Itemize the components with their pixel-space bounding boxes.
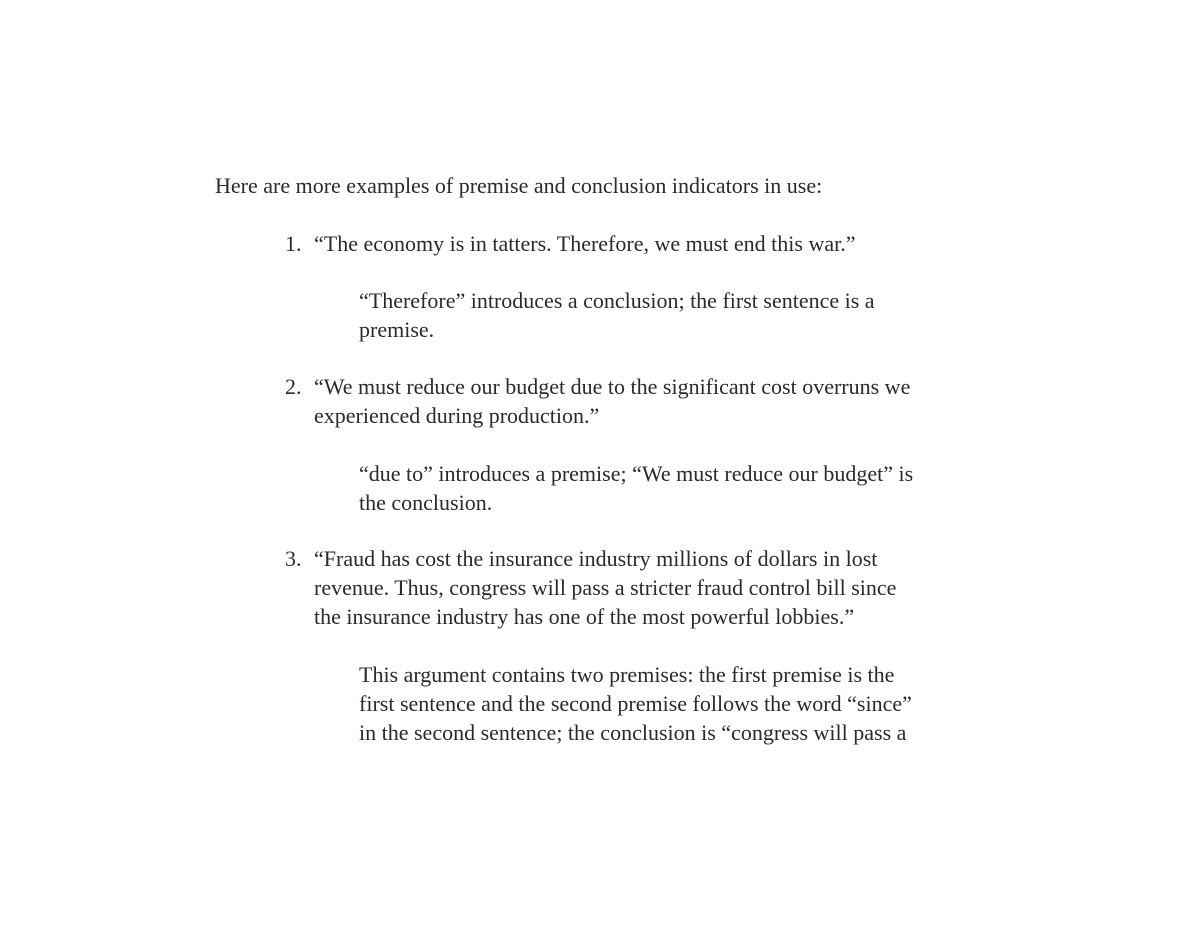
- quote-line: “Fraud has cost the insurance industry millions of dollars in lost: [314, 546, 878, 571]
- quote-line: experienced during production.”: [314, 403, 600, 428]
- explanation-line: “due to” introduces a premise; “We must reduce our budget” is: [359, 461, 914, 486]
- explanation-3: [359, 660, 974, 747]
- list-item-number: 1.: [285, 231, 302, 256]
- list-item-number: 2.: [285, 374, 302, 399]
- explanation-line: first sentence and the second premise follows the word “since”: [359, 691, 912, 716]
- list-item-quote: [314, 544, 974, 631]
- quote-line: “We must reduce our budget due to the significant cost overruns we: [314, 374, 911, 399]
- quote-line: revenue. Thus, congress will pass a stricter fraud control bill since: [314, 575, 897, 600]
- explanation-line: premise.: [359, 317, 435, 342]
- explanation-line: in the second sentence; the conclusion is “congress will pass a: [359, 720, 907, 745]
- explanation-line: This argument contains two premises: the first premise is the: [359, 662, 895, 687]
- explanation-2: [359, 459, 974, 517]
- explanation-1: [359, 286, 974, 344]
- explanation-line: “Therefore” introduces a conclusion; the first sentence is a: [359, 288, 875, 313]
- explanation-line: the conclusion.: [359, 490, 493, 515]
- list-item-quote: [314, 229, 974, 258]
- quote-line: “The economy is in tatters. Therefore, we must end this war.”: [314, 231, 856, 256]
- list-item-number: 3.: [285, 546, 302, 571]
- quote-line: the insurance industry has one of the most powerful lobbies.”: [314, 604, 855, 629]
- list-item-quote: [314, 372, 974, 430]
- intro-paragraph: Here are more examples of premise and conclusion indicators in use:: [215, 173, 823, 198]
